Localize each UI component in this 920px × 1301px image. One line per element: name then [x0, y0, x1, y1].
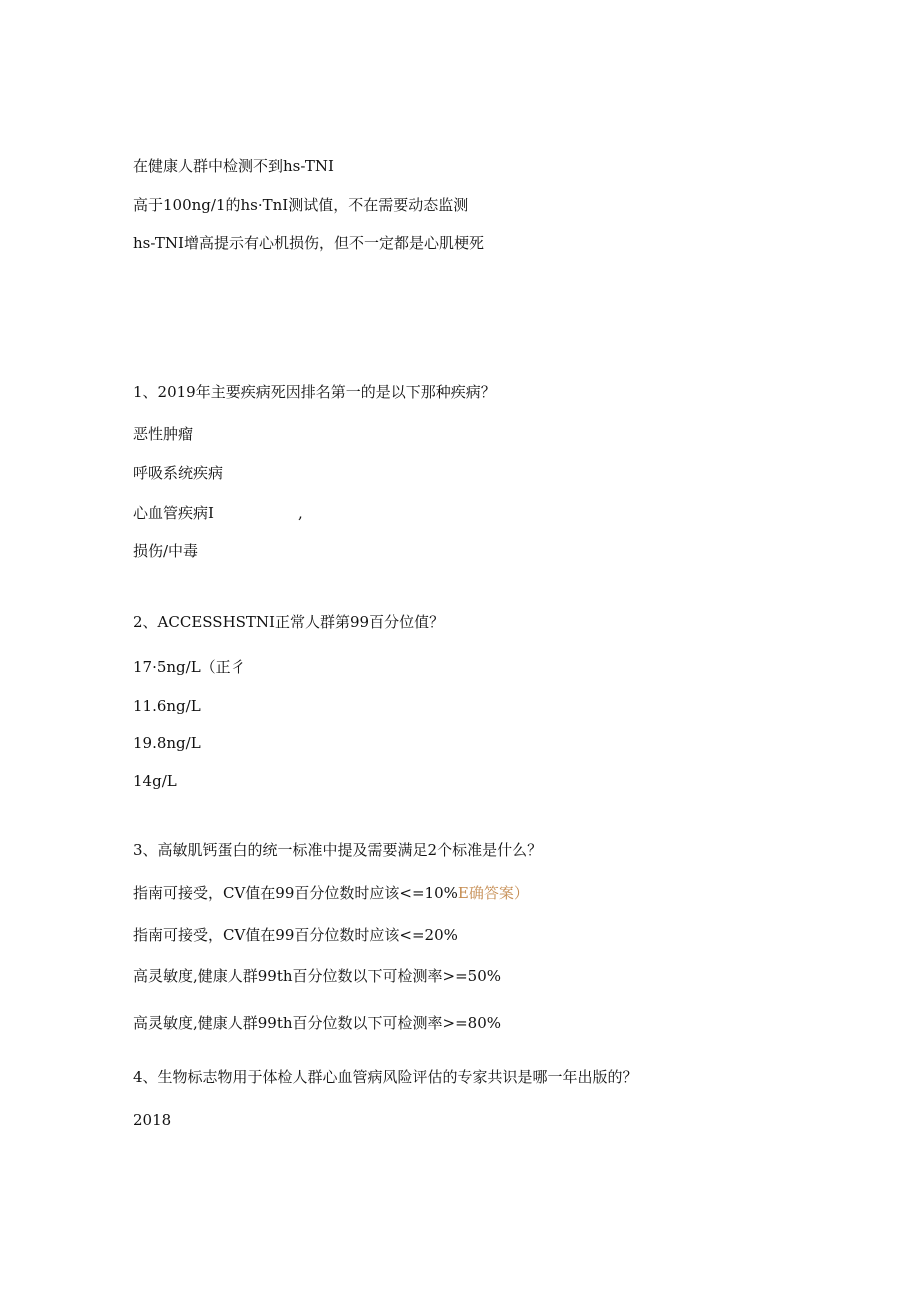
q2-option-4: 14g/L	[133, 772, 177, 790]
intro-option-2: 高于100ng/1的hs·TnI测试值，不在需要动态监测	[133, 196, 469, 214]
q1-option-3: 心血管疾病I	[133, 504, 214, 522]
question-4: 4、生物标志物用于体检人群心血管病风险评估的专家共识是哪一年出版的？	[133, 1068, 638, 1086]
question-2: 2、ACCESSHSTNI正常人群第99百分位值？	[133, 613, 445, 631]
q1-option-1: 恶性肿瘤	[133, 425, 194, 443]
q3-option-3: 高灵敏度,健康人群99th百分位数以下可检测率>=50%	[133, 967, 502, 985]
intro-option-3: hs-TNI增高提示有心机损伤，但不一定都是心肌梗死	[133, 234, 484, 252]
q2-option-2: 11.6ng/L	[133, 697, 201, 715]
q1-option-2: 呼吸系统疾病	[133, 464, 224, 482]
q3-option-2: 指南可接受，CV值在99百分位数时应该<=20%	[133, 926, 458, 944]
correct-answer-note: E确答案）	[457, 884, 529, 902]
q4-option-1: 2018	[133, 1111, 172, 1129]
question-1: 1、2019年主要疾病死因排名第一的是以下那种疾病？	[133, 383, 496, 401]
q1-option-4: 损伤/中毒	[133, 542, 199, 560]
intro-option-1: 在健康人群中检测不到hs-TNI	[133, 157, 334, 175]
q2-option-3: 19.8ng/L	[133, 734, 201, 752]
question-3: 3、高敏肌钙蛋白的统一标准中提及需要满足2个标准是什么？	[133, 841, 543, 859]
q3-option-4: 高灵敏度,健康人群99th百分位数以下可检测率>=80%	[133, 1014, 502, 1032]
q2-option-1: 17·5ng/L（正彳	[133, 658, 246, 676]
q3-option-1-text: 指南可接受，CV值在99百分位数时应该<=10%	[133, 884, 458, 902]
stray-mark: ,	[298, 504, 303, 522]
q3-option-1	[133, 883, 529, 903]
